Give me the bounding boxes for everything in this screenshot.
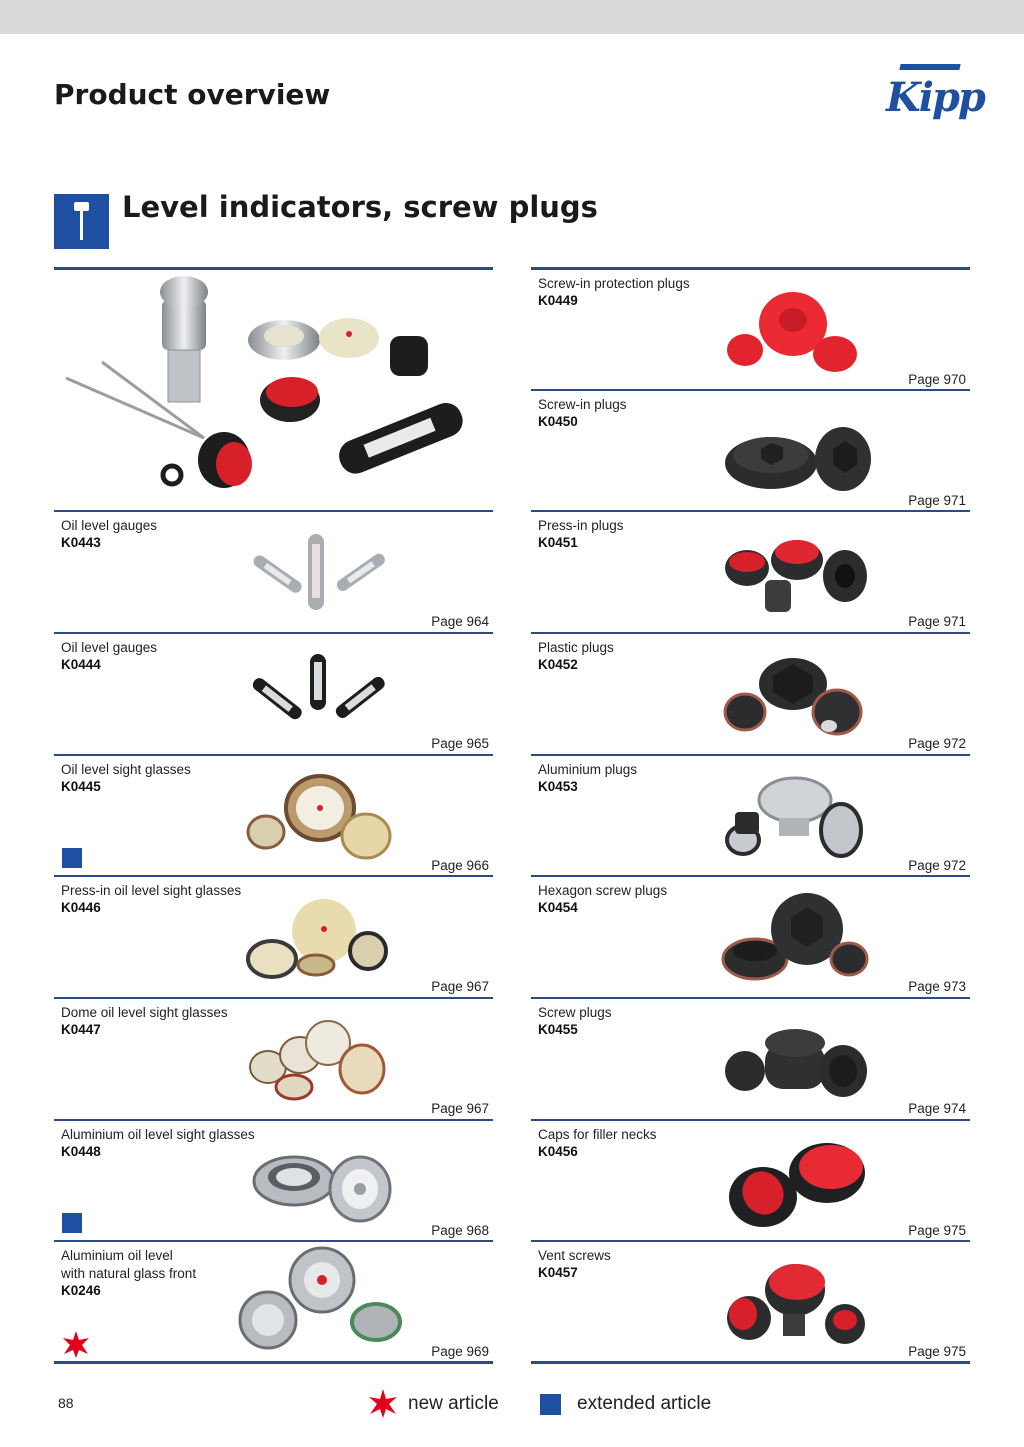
product-code: K0454 (538, 900, 578, 915)
logo-bar (899, 64, 960, 70)
level-indicator-icon (54, 194, 109, 249)
product-code: K0447 (61, 1022, 101, 1037)
product-cell-k0450[interactable] (531, 391, 969, 511)
red-protection-plugs-photo (721, 286, 871, 378)
product-code: K0456 (538, 1144, 578, 1159)
page-title: Product overview (54, 78, 331, 111)
product-code: K0449 (538, 293, 578, 308)
product-name: Screw-in protection plugs (538, 276, 690, 291)
page-reference[interactable]: Page 972 (908, 858, 966, 873)
product-name-line-2: with natural glass front (61, 1266, 197, 1281)
extended-article-icon (62, 848, 82, 868)
sight-glasses-photo (244, 893, 394, 985)
product-name: Aluminium plugs (538, 762, 638, 777)
product-code: K0452 (538, 657, 578, 672)
product-cell-k0444[interactable] (54, 634, 492, 754)
product-cell-k0443[interactable] (54, 512, 492, 632)
kipp-logo-icon (886, 62, 984, 130)
vent-screws-photo (721, 1258, 871, 1350)
product-name: Screw plugs (538, 1005, 612, 1020)
oil-level-gauges-photo (244, 650, 394, 742)
page-reference[interactable]: Page 967 (431, 1101, 489, 1116)
product-code: K0448 (61, 1144, 101, 1159)
page-reference[interactable]: Page 965 (431, 736, 489, 751)
page-reference[interactable]: Page 971 (908, 493, 966, 508)
page-number: 88 (58, 1395, 74, 1411)
black-screw-plugs-photo (721, 1015, 871, 1107)
product-code: K0443 (61, 535, 101, 550)
logo-text: Kipp (886, 74, 984, 121)
product-cell-k0451[interactable] (531, 512, 969, 632)
page-reference[interactable]: Page 967 (431, 979, 489, 994)
page-reference[interactable]: Page 974 (908, 1101, 966, 1116)
product-name: Oil level gauges (61, 640, 158, 655)
product-name: Hexagon screw plugs (538, 883, 668, 898)
page-reference[interactable]: Page 970 (908, 372, 966, 387)
page-reference[interactable]: Page 968 (431, 1223, 489, 1238)
product-cell-k0446[interactable] (54, 877, 492, 997)
product-cell-k0456[interactable] (531, 1121, 969, 1241)
product-code: K0450 (538, 414, 578, 429)
hexagon-plugs-photo (721, 893, 871, 985)
product-code: K0246 (61, 1283, 101, 1298)
legend-extended-article: extended article (577, 1393, 712, 1414)
pin-stem (80, 210, 83, 240)
product-name: Oil level sight glasses (61, 762, 191, 777)
right-column-bottom-rule (531, 1361, 970, 1364)
product-cell-k0447[interactable] (54, 999, 492, 1119)
product-code: K0453 (538, 779, 578, 794)
left-column-bottom-rule (54, 1361, 493, 1364)
blue-square-icon (540, 1394, 561, 1415)
product-name: Screw-in plugs (538, 397, 627, 412)
product-cell-k0449[interactable] (531, 270, 969, 390)
product-name: Oil level gauges (61, 518, 158, 533)
product-code: K0444 (61, 657, 101, 672)
page-reference[interactable]: Page 964 (431, 614, 489, 629)
product-code: K0457 (538, 1265, 578, 1280)
product-cell-k0445[interactable] (54, 756, 492, 876)
black-screw-plugs-photo (721, 407, 871, 499)
page-reference[interactable]: Page 975 (908, 1223, 966, 1238)
page-reference[interactable]: Page 971 (908, 614, 966, 629)
product-cell-k0246[interactable] (54, 1242, 492, 1362)
red-star-icon (368, 1388, 398, 1418)
product-code: K0446 (61, 900, 101, 915)
plastic-plugs-photo (721, 650, 871, 742)
product-code: K0451 (538, 535, 578, 550)
legend-new-article: new article (408, 1393, 499, 1414)
product-code: K0445 (61, 779, 101, 794)
top-bar (0, 0, 1024, 34)
extended-article-icon (62, 1213, 82, 1233)
product-name: Plastic plugs (538, 640, 614, 655)
oil-level-gauges-photo (244, 528, 394, 620)
press-in-plugs-photo (721, 528, 871, 620)
product-cell-k0455[interactable] (531, 999, 969, 1119)
product-name: Caps for filler necks (538, 1127, 657, 1142)
product-name: Dome oil level sight glasses (61, 1005, 228, 1020)
product-cell-k0453[interactable] (531, 756, 969, 876)
page-reference[interactable]: Page 969 (431, 1344, 489, 1359)
aluminium-sight-glasses-photo (244, 1137, 394, 1229)
product-name: Aluminium oil level (61, 1248, 173, 1263)
product-code: K0455 (538, 1022, 578, 1037)
aluminium-plugs-photo (721, 772, 871, 864)
product-cell-k0457[interactable] (531, 1242, 969, 1362)
filler-caps-photo (721, 1137, 871, 1229)
product-cell-k0448[interactable] (54, 1121, 492, 1241)
product-name: Vent screws (538, 1248, 611, 1263)
page-reference[interactable]: Page 975 (908, 1344, 966, 1359)
product-cell-k0454[interactable] (531, 877, 969, 997)
page-reference[interactable]: Page 972 (908, 736, 966, 751)
product-name: Press-in plugs (538, 518, 624, 533)
product-name: Aluminium oil level sight glasses (61, 1127, 255, 1142)
page-reference[interactable]: Page 966 (431, 858, 489, 873)
sight-glasses-photo (244, 772, 394, 864)
new-article-icon (62, 1330, 90, 1358)
dome-sight-glasses-photo (244, 1015, 394, 1107)
page-reference[interactable]: Page 973 (908, 979, 966, 994)
product-group-photo (54, 270, 493, 510)
product-name: Press-in oil level sight glasses (61, 883, 242, 898)
section-title: Level indicators, screw plugs (122, 190, 598, 224)
aluminium-sight-glasses-photo (238, 1246, 404, 1350)
product-cell-k0452[interactable] (531, 634, 969, 754)
